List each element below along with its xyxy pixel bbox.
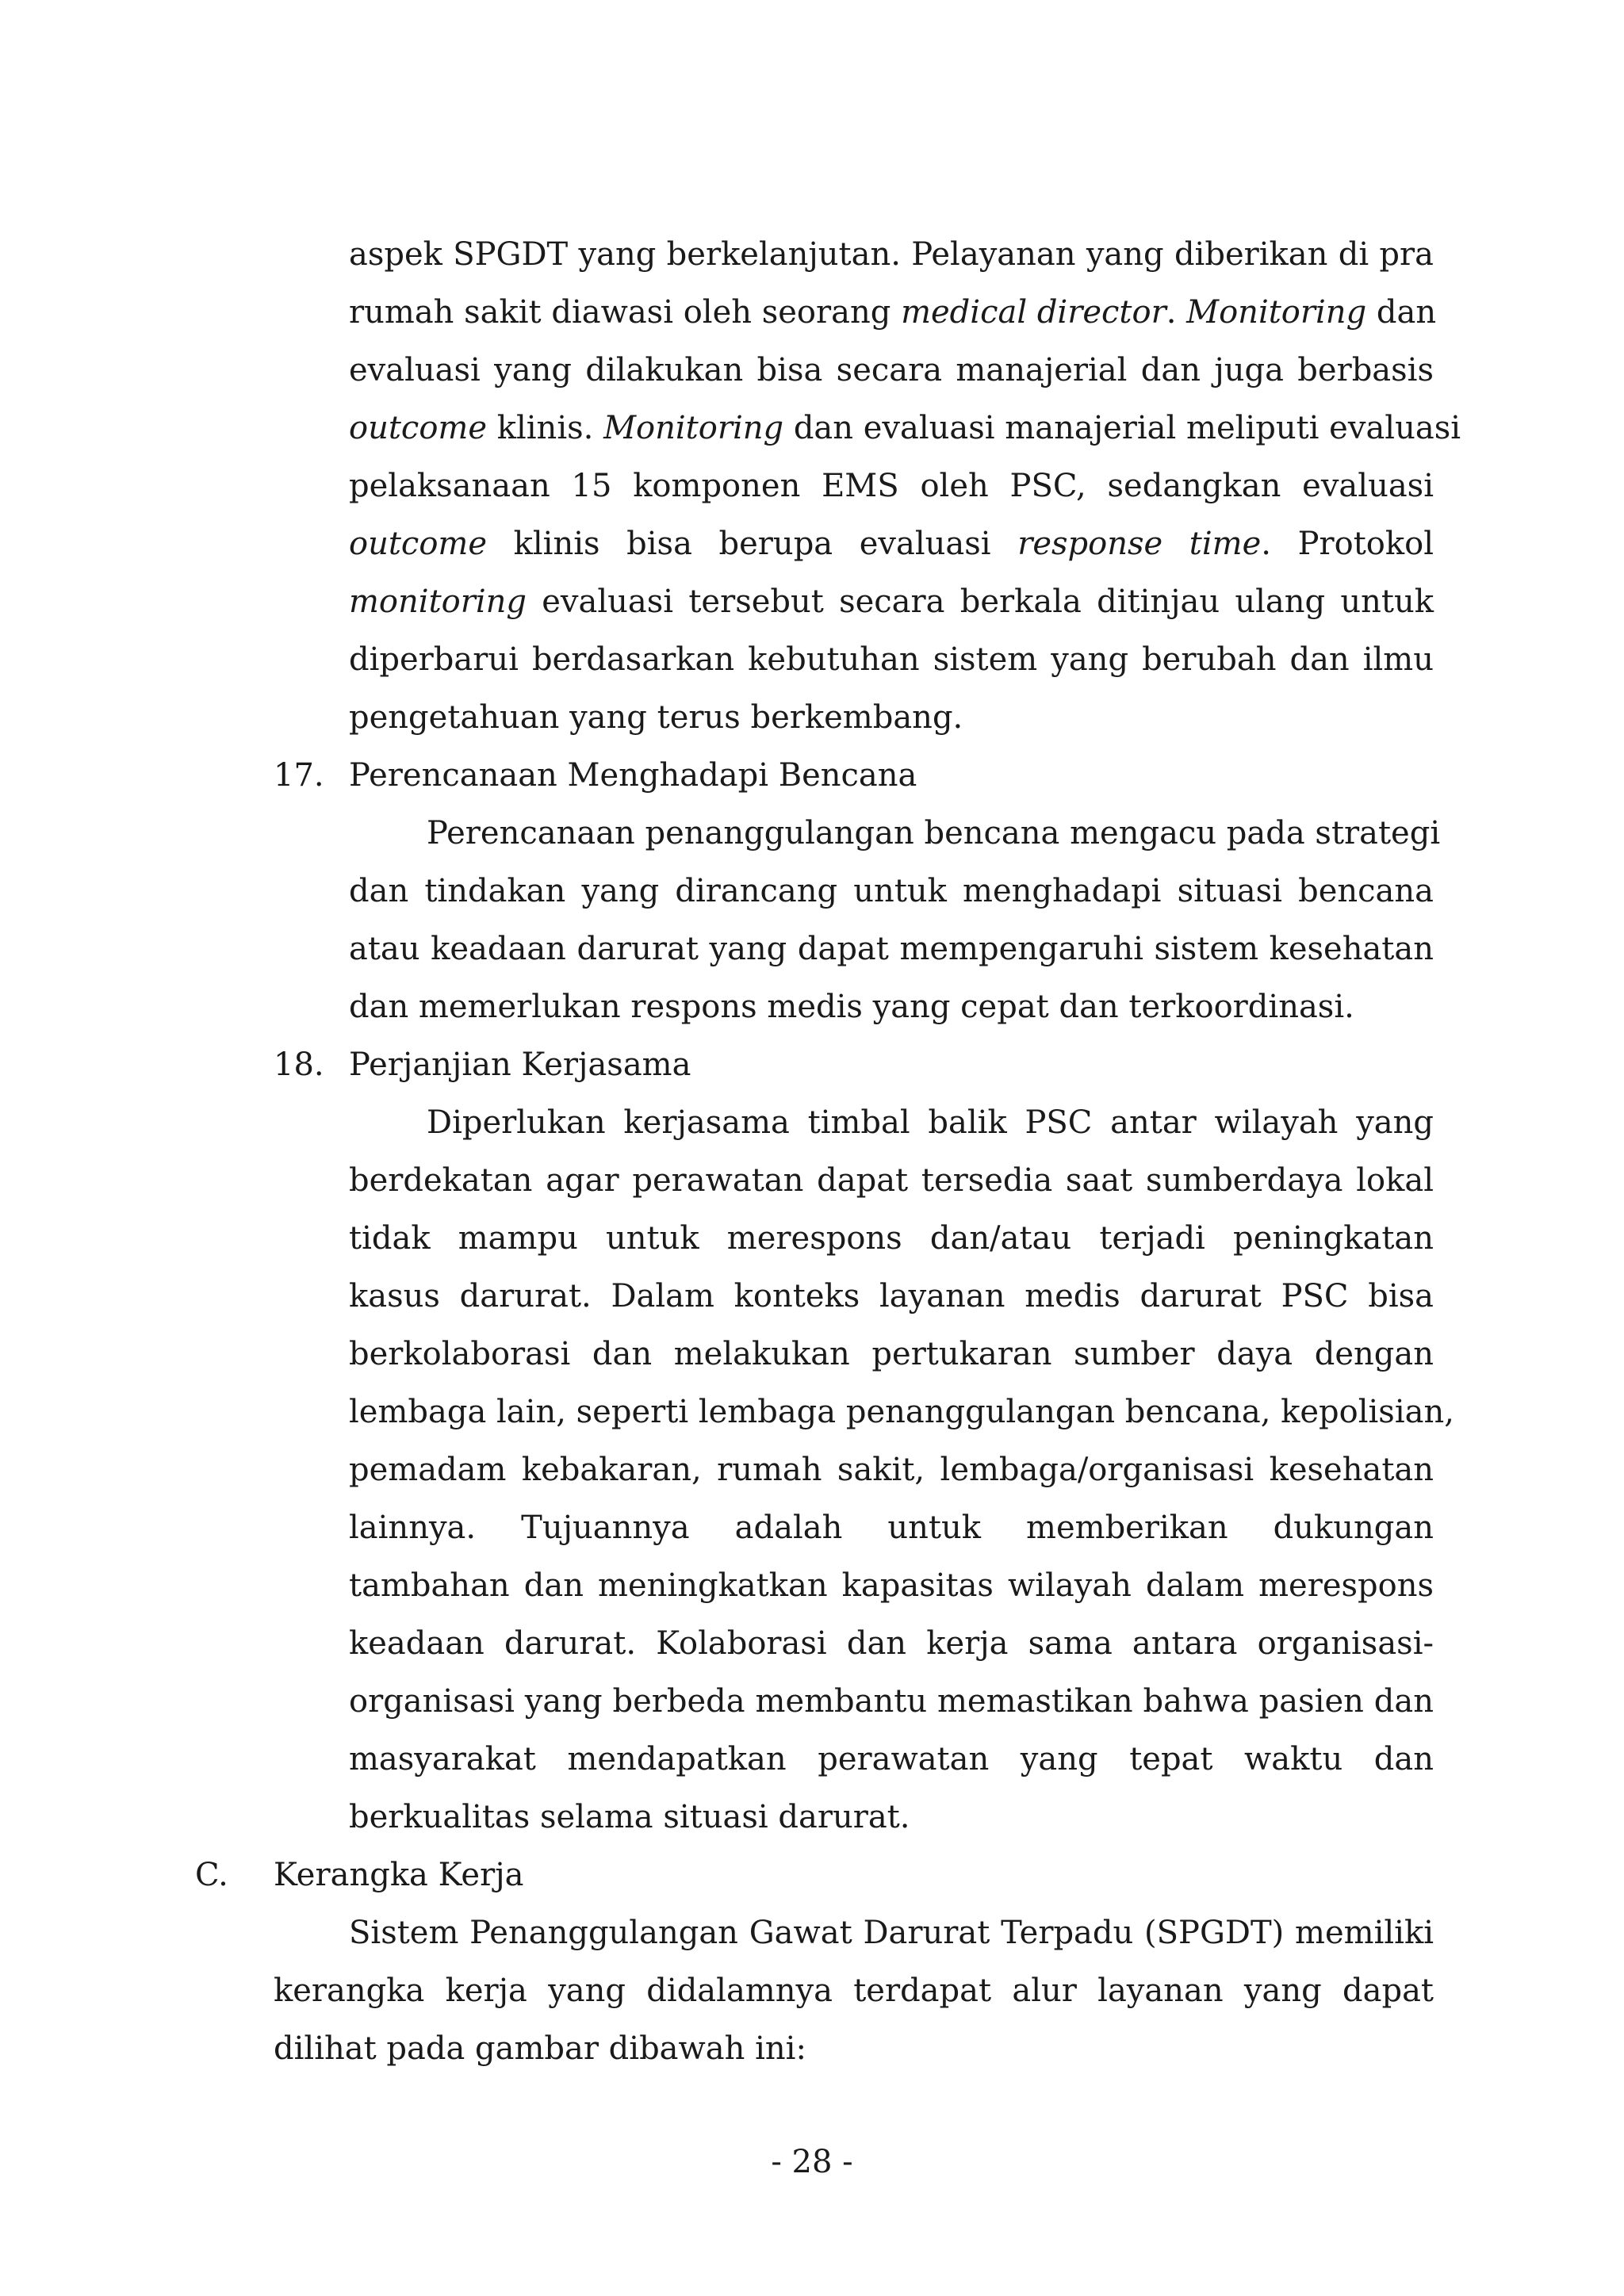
paragraph-line: lainnya. Tujuannya adalah untuk memberikan dukungan (349, 1510, 1434, 1546)
paragraph-line: pengetahuan yang terus berkembang. (349, 699, 963, 736)
paragraph-line: pemadam kebakaran, rumah sakit, lembaga/organisasi kesehatan (349, 1452, 1434, 1488)
list-number: 18. (274, 1047, 324, 1083)
paragraph-line: monitoring evaluasi tersebut secara berkala ditinjau ulang untuk (349, 584, 1434, 620)
paragraph-line: aspek SPGDT yang berkelanjutan. Pelayanan yang diberikan di pra (349, 236, 1434, 273)
paragraph-line: Perencanaan penanggulangan bencana mengacu pada strategi (427, 815, 1441, 851)
paragraph-line: rumah sakit diawasi oleh seorang medical director. Monitoring dan (349, 294, 1437, 331)
paragraph-line: berkolaborasi dan melakukan pertukaran sumber daya dengan (349, 1336, 1434, 1372)
paragraph-line: diperbarui berdasarkan kebutuhan sistem yang berubah dan ilmu (349, 641, 1434, 678)
paragraph-line: dilihat pada gambar dibawah ini: (274, 2030, 806, 2067)
item-heading: Perencanaan Menghadapi Bencana (349, 757, 917, 794)
paragraph-line: masyarakat mendapatkan perawatan yang tepat waktu dan (349, 1741, 1434, 1777)
paragraph-line: Diperlukan kerjasama timbal balik PSC antar wilayah yang (427, 1104, 1434, 1141)
paragraph-line: atau keadaan darurat yang dapat mempengaruhi sistem kesehatan (349, 931, 1434, 967)
paragraph-line: tidak mampu untuk merespons dan/atau terjadi peningkatan (349, 1220, 1434, 1257)
page-number: - 28 - (771, 2144, 853, 2180)
paragraph-line: organisasi yang berbeda membantu memastikan bahwa pasien dan (349, 1683, 1434, 1720)
paragraph-line: Sistem Penanggulangan Gawat Darurat Terpadu (SPGDT) memiliki (349, 1915, 1434, 1951)
item-heading: Perjanjian Kerjasama (349, 1047, 691, 1083)
paragraph-line: keadaan darurat. Kolaborasi dan kerja sama antara organisasi- (349, 1625, 1434, 1662)
paragraph-line: kasus darurat. Dalam konteks layanan medis darurat PSC bisa (349, 1278, 1434, 1314)
paragraph-line: pelaksanaan 15 komponen EMS oleh PSC, sedangkan evaluasi (349, 468, 1434, 504)
section-heading: Kerangka Kerja (274, 1857, 524, 1893)
paragraph-line: evaluasi yang dilakukan bisa secara manajerial dan juga berbasis (349, 352, 1434, 388)
list-number: 17. (274, 757, 324, 794)
paragraph-line: berkualitas selama situasi darurat. (349, 1799, 910, 1835)
paragraph-line: dan tindakan yang dirancang untuk menghadapi situasi bencana (349, 873, 1434, 909)
paragraph-line: outcome klinis. Monitoring dan evaluasi manajerial meliputi evaluasi (349, 410, 1461, 446)
paragraph-line: kerangka kerja yang didalamnya terdapat alur layanan yang dapat (274, 1973, 1434, 2009)
paragraph-line: lembaga lain, seperti lembaga penanggulangan bencana, kepolisian, (349, 1394, 1454, 1430)
paragraph-line: tambahan dan meningkatkan kapasitas wilayah dalam merespons (349, 1567, 1434, 1604)
paragraph-line: berdekatan agar perawatan dapat tersedia saat sumberdaya lokal (349, 1162, 1434, 1199)
paragraph-line: dan memerlukan respons medis yang cepat dan terkoordinasi. (349, 989, 1354, 1025)
section-letter: C. (195, 1857, 228, 1893)
paragraph-line: outcome klinis bisa berupa evaluasi response time. Protokol (349, 526, 1434, 562)
